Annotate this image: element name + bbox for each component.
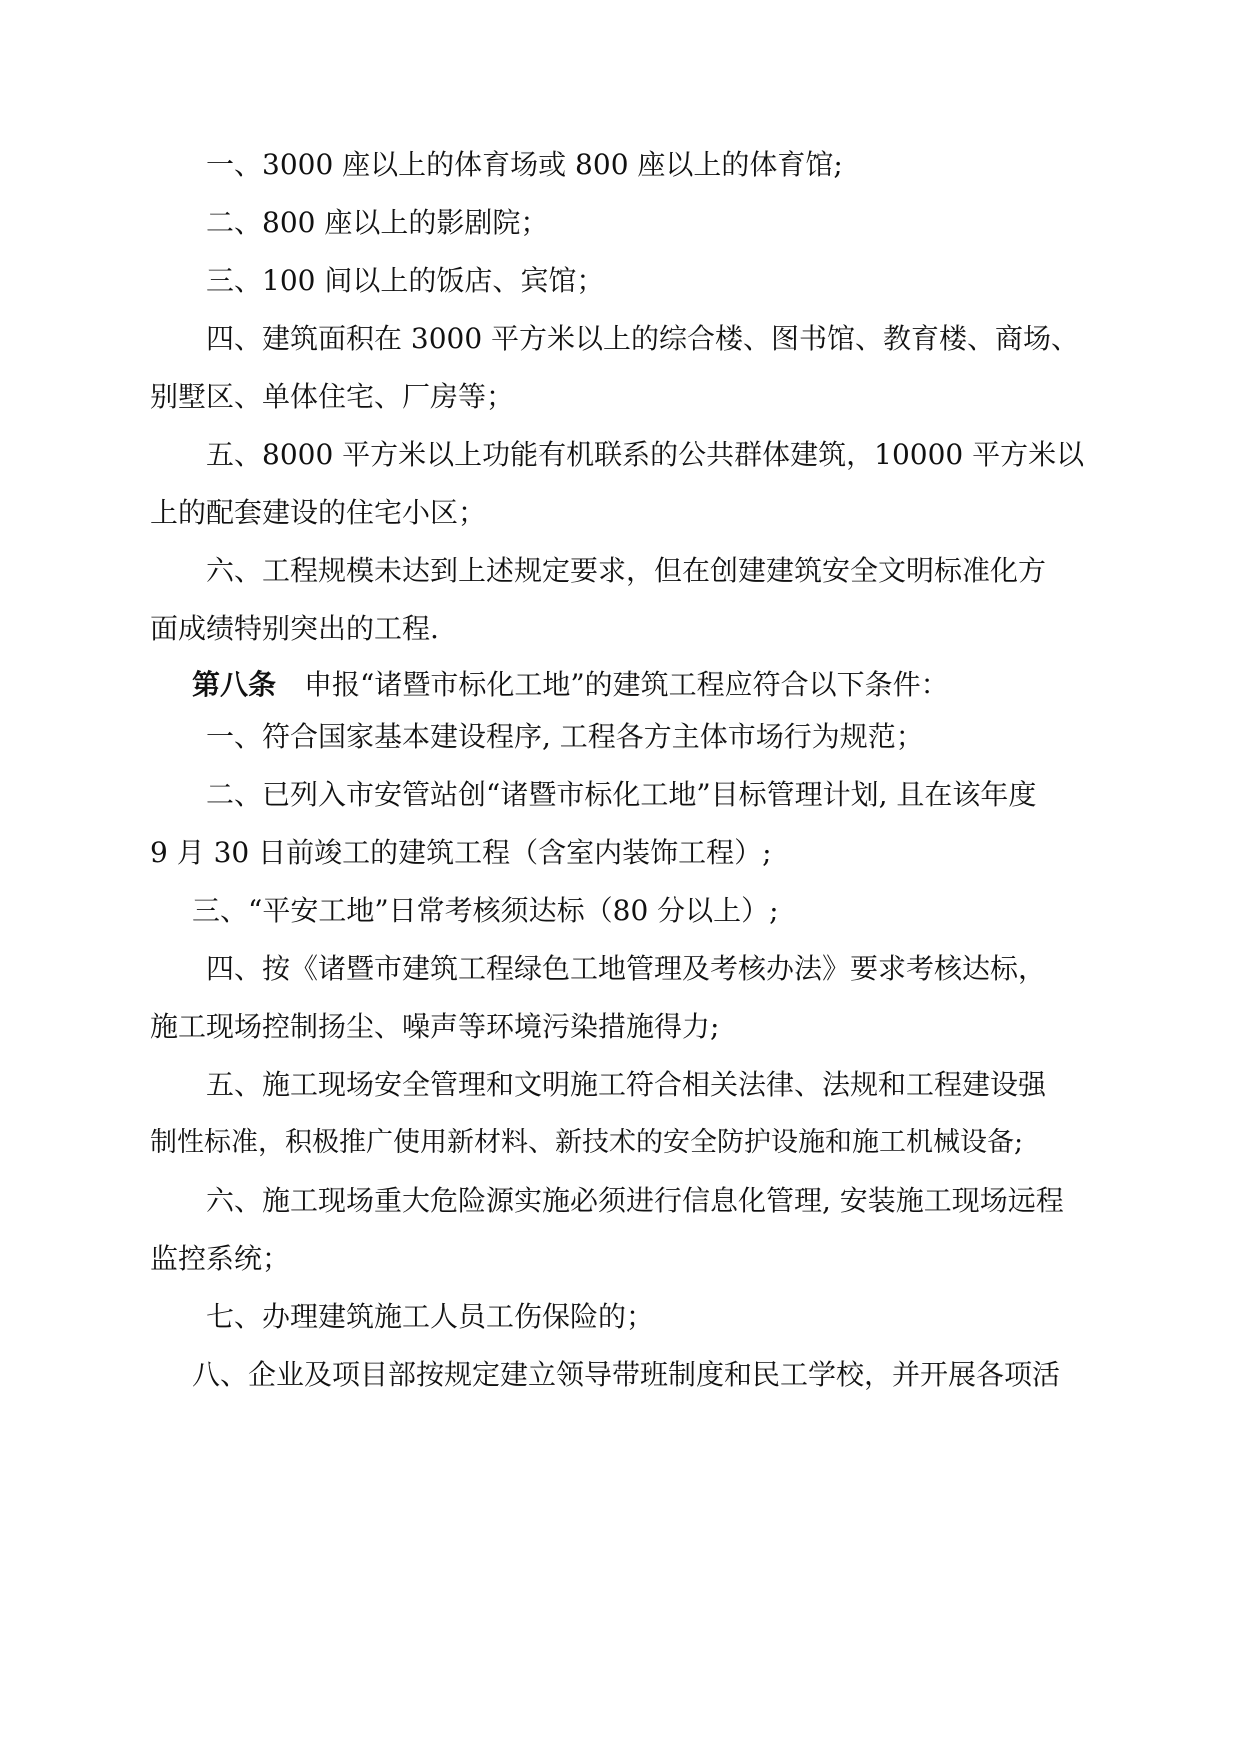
list-item-continuation: 别墅区、单体住宅、厂房等；	[150, 380, 515, 413]
article-text: 申报“诸暨市标化工地”的建筑工程应符合以下条件：	[304, 668, 949, 701]
list-item-continuation: 9 月 30 日前竣工的建筑工程（含室内装饰工程）;	[150, 836, 772, 869]
list-item: 五、施工现场安全管理和文明施工符合相关法律、法规和工程建设强	[206, 1068, 1047, 1101]
list-item-continuation: 上的配套建设的住宅小区；	[150, 496, 487, 529]
list-item: 四、建筑面积在 3000 平方米以上的综合楼、图书馆、教育楼、商场、	[206, 322, 1080, 355]
list-item: 五、8000 平方米以上功能有机联系的公共群体建筑，10000 平方米以	[206, 438, 1085, 471]
list-item-continuation: 面成绩特别突出的工程.	[150, 612, 439, 645]
list-item-continuation: 施工现场控制扬尘、噪声等环境污染措施得力;	[150, 1010, 720, 1043]
list-item: 二、已列入市安管站创“诸暨市标化工地”目标管理计划, 且在该年度	[206, 778, 1037, 811]
list-item: 六、工程规模未达到上述规定要求，但在创建建筑安全文明标准化方	[206, 554, 1047, 587]
list-item: 六、施工现场重大危险源实施必须进行信息化管理, 安装施工现场远程	[206, 1184, 1064, 1217]
list-item: 四、按《诸暨市建筑工程绿色工地管理及考核办法》要求考核达标，	[206, 952, 1047, 985]
list-item: 一、3000 座以上的体育场或 800 座以上的体育馆;	[206, 148, 843, 181]
article-number: 第八条	[192, 668, 277, 701]
list-item-continuation: 监控系统；	[150, 1242, 291, 1275]
list-item-continuation: 制性标准，积极推广使用新材料、新技术的安全防护设施和施工机械设备;	[150, 1127, 1024, 1158]
article-heading	[150, 665, 1137, 705]
list-item: 八、企业及项目部按规定建立领导带班制度和民工学校，并开展各项活	[192, 1358, 1061, 1391]
list-item: 三、“平安工地”日常考核须达标（80 分以上）;	[192, 894, 779, 927]
list-item: 七、办理建筑施工人员工伤保险的；	[206, 1300, 655, 1333]
list-item: 二、800 座以上的影剧院；	[206, 206, 549, 239]
list-item: 三、100 间以上的饭店、宾馆；	[206, 264, 605, 297]
list-item: 一、符合国家基本建设程序, 工程各方主体市场行为规范；	[206, 720, 924, 753]
